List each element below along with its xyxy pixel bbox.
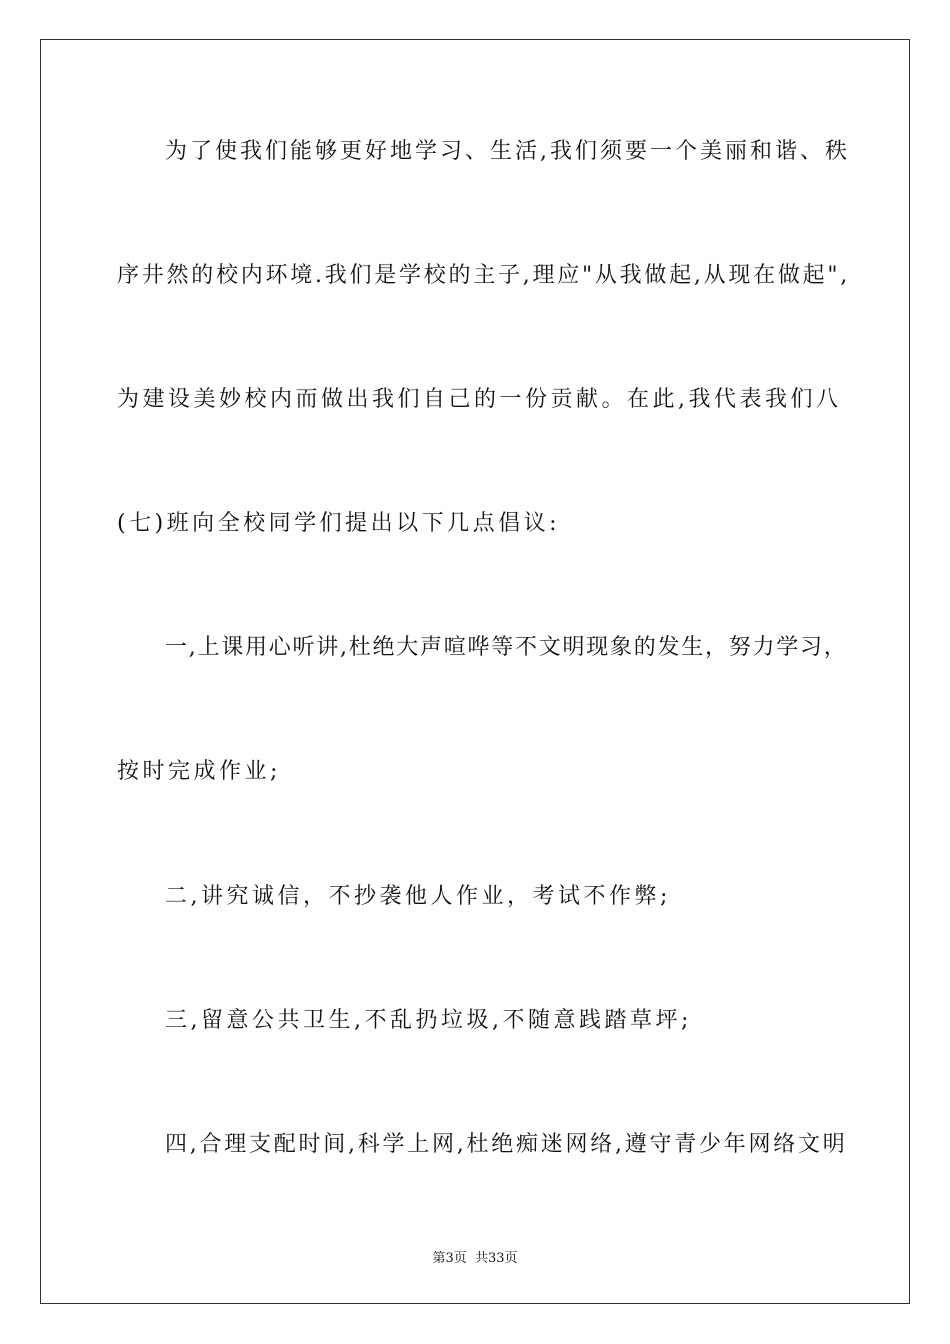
paragraph-line: 四,合理支配时间,科学上网,杜绝痴迷网络,遵守青少年网络文明 xyxy=(165,1132,848,1157)
paragraph-line: 为建设美妙校内而做出我们自己的一份贡献。在此,我代表我们八 xyxy=(117,387,842,412)
paragraph-line: 三,留意公共卫生,不乱扔垃圾,不随意践踏草坪; xyxy=(165,1008,692,1033)
paragraph-line: 序井然的校内环境.我们是学校的主子,理应"从我做起,从现在做起", xyxy=(117,263,850,288)
paragraph-line: (七)班向全校同学们提出以下几点倡议: xyxy=(117,511,561,536)
paragraph-line: 二,讲究诚信，不抄袭他人作业，考试不作弊; xyxy=(165,884,671,909)
page-number-footer: 第3页 共33页 xyxy=(432,1251,518,1266)
page-border xyxy=(40,39,910,1304)
paragraph-line: 一,上课用心听讲,杜绝大声喧哗等不文明现象的发生，努力学习， xyxy=(165,635,848,660)
paragraph-line: 按时完成作业; xyxy=(117,759,281,784)
paragraph-line: 为了使我们能够更好地学习、生活,我们须要一个美丽和谐、秩 xyxy=(165,139,850,164)
